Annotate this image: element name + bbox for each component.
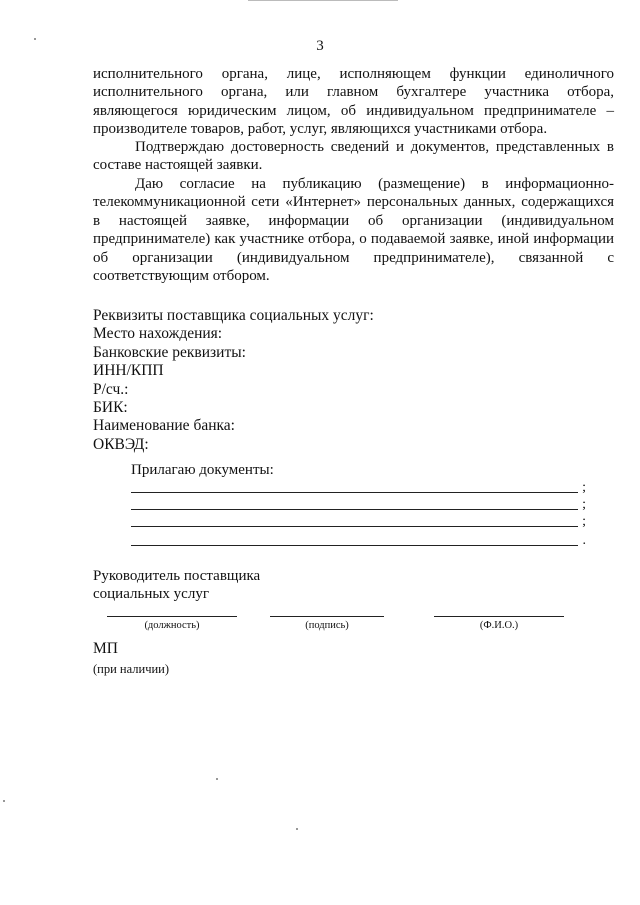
scan-speck xyxy=(34,38,36,40)
attachment-rule xyxy=(131,526,578,527)
scan-speck xyxy=(3,800,5,802)
requisites-inn-kpp: ИНН/КПП xyxy=(93,362,164,380)
attachments-title: Прилагаю документы: xyxy=(131,462,274,478)
requisites-bik: БИК: xyxy=(93,399,128,417)
head-of-provider xyxy=(93,567,260,604)
requisites-heading: Реквизиты поставщика социальных услуг: xyxy=(93,307,374,324)
signature-name-caption: (Ф.И.О.) xyxy=(479,620,519,631)
attachment-punctuation: ; xyxy=(582,514,586,529)
attachment-line[interactable] xyxy=(131,495,586,513)
requisites-bank-name: Наименование банка: xyxy=(93,417,235,435)
signature-name-field[interactable] xyxy=(434,612,564,634)
signature-sign-caption: (подпись) xyxy=(305,620,349,631)
attachment-rule xyxy=(131,509,578,510)
paragraph-confirmation: Подтверждаю достоверность сведений и документов, представленных в составе настоящей заявки. xyxy=(93,139,614,174)
attachment-rule xyxy=(131,492,578,493)
requisites-location: Место нахождения: xyxy=(93,325,223,343)
requisites-bank-details: Банковские реквизиты: xyxy=(93,343,246,361)
head-line-1: Руководитель поставщика xyxy=(93,568,261,584)
head-line-2: социальных услуг xyxy=(93,586,209,603)
attachment-punctuation: ; xyxy=(582,480,586,495)
attachment-line[interactable] xyxy=(131,512,586,530)
requisites-block xyxy=(93,307,593,454)
paragraph-executive-body: исполнительного органа, лице, исполняющем функции единоличного исполнительного органа, или главном бухгалтере участника отбора, являющегося юридическим лицом, об индивидуальном предпринимателе – производителе товаров, работ, услуг, являющихся участниками отбора. xyxy=(93,66,614,138)
signature-position-caption: (должность) xyxy=(144,620,200,631)
signature-name-rule xyxy=(434,612,564,617)
signature-sign-rule xyxy=(270,612,384,617)
scan-speck xyxy=(296,828,298,830)
attachment-punctuation: ; xyxy=(582,497,586,512)
attachment-line[interactable] xyxy=(131,531,586,549)
requisites-account: Р/сч.: xyxy=(93,380,129,398)
attachment-punctuation: . xyxy=(582,533,586,548)
signature-position-rule xyxy=(107,612,237,617)
scan-speck xyxy=(216,778,218,780)
stamp-note: (при наличии) xyxy=(93,662,170,676)
paragraph-consent: Даю согласие на публикацию (размещение) в информационно-телекоммуникационной сети «Интернет» персональных данных, содержащихся в настоящей заявке, информации об организации (индивидуальном предпринимателе) как участнике отбора, о подаваемой заявке, иной информации об организации (индивидуальном предпринимателе), связанной с соответствующим отбором. xyxy=(93,176,614,285)
stamp-label: МП xyxy=(93,640,118,657)
page-number: 3 xyxy=(316,38,324,54)
signature-position-field[interactable] xyxy=(107,612,237,634)
requisites-okved: ОКВЭД: xyxy=(93,435,149,453)
attachment-line[interactable] xyxy=(131,478,586,496)
attachment-rule xyxy=(131,545,578,546)
top-edge-line xyxy=(248,0,398,1)
signature-sign-field[interactable] xyxy=(270,612,384,634)
